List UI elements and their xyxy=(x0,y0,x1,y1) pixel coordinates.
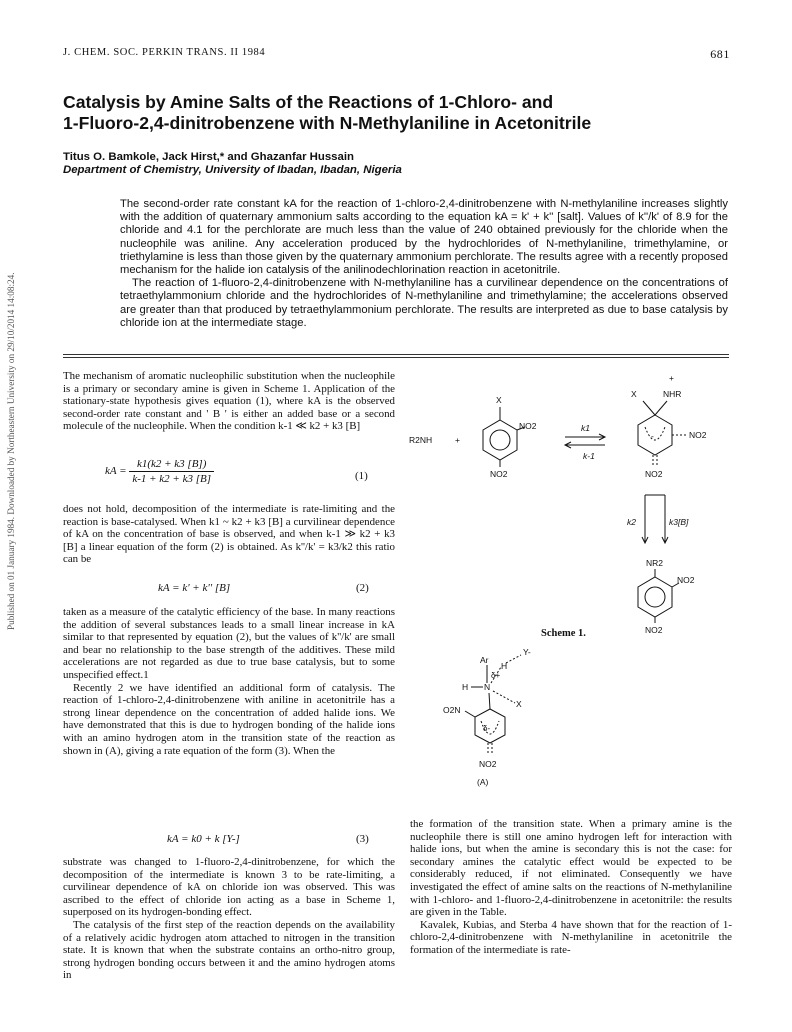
scheme-plus: + xyxy=(455,435,460,445)
structure-a-label: (A) xyxy=(477,777,489,787)
equation-1-numerator: k1(k2 + k3 [B]) xyxy=(129,458,214,472)
structure-a-o2n: O2N xyxy=(443,705,461,715)
structure-a-delta-minus: δ- xyxy=(483,724,491,733)
abstract-paragraph-1: The second-order rate constant kA for the reaction of 1-chloro-2,4-dinitrobenzene with N-methylaniline increases slightly with the addition of quaternary ammonium salts according to the equation kA = k' + k'' [salt]. Values of k''/k' of 8.9 for the chloride and 4.1 for the perchlorate are much less than the value of 240 obtained previously for the chloride when the nucleophile was aniline. Any acceleration produced by the hydrochlorides of N-methylaniline, trimethylamine, or triethylamine is less than those given by the quaternary ammonium perchlorate. The results agree with a recently proposed mechanism for the halide ion catalysis of the anilinodechlorination reaction in acetonitrile. xyxy=(120,198,728,277)
intermediate-ring xyxy=(638,415,672,455)
intermediate-plus-charge: + xyxy=(669,373,674,383)
intermediate-para-no2: NO2 xyxy=(645,469,663,479)
rate-k1: k1 xyxy=(581,423,590,433)
abstract-rule-bottom xyxy=(63,357,729,358)
product-para-no2: NO2 xyxy=(645,625,663,635)
equation-3-number: (3) xyxy=(356,833,369,845)
reactant-para-no2: NO2 xyxy=(490,469,508,479)
affiliation: Department of Chemistry, University of Ibadan, Ibadan, Nigeria xyxy=(63,164,402,176)
article-title xyxy=(63,92,743,134)
equation-1-fraction xyxy=(129,458,214,485)
body-paragraph: The catalysis of the first step of the reaction depends on the availability of a relatively acidic hydrogen atom attached to nitrogen in the transition state. It is known that when the substrate contains an ortho-nitro group, strong hydrogen bonding occurs between it and the amino hydrogen atoms in xyxy=(63,918,395,982)
product-ring xyxy=(638,577,672,617)
equation-2-number: (2) xyxy=(356,582,369,594)
title-line-2: 1-Fluoro-2,4-dinitrobenzene with N-Methylaniline in Acetonitrile xyxy=(63,113,592,133)
title-line-1: Catalysis by Amine Salts of the Reactions of 1-Chloro- and xyxy=(63,92,554,112)
body-paragraph: substrate was changed to 1-fluoro-2,4-dinitrobenzene, for which the decomposition of the intermediate is known 3 to be rate-limiting, a curvilinear dependence of kA on chloride ion was observed. This was ascribed to the effect of chloride ion acting as a base in Scheme 1, superposed on its hydrogen-bonding effect. xyxy=(63,856,395,919)
equation-1 xyxy=(105,458,395,485)
abstract-rule-top xyxy=(63,354,729,355)
left-column-block-4 xyxy=(63,856,395,982)
intermediate-nhr: NHR xyxy=(663,389,682,399)
right-column xyxy=(410,818,732,957)
scheme-1-caption: Scheme 1. xyxy=(541,628,586,639)
body-paragraph: Recently 2 we have identified an additional form of catalysis. The reaction of 1-chloro-2,4-dinitrobenzene with aniline in acetonitrile has a strong linear dependence on the concentration of added halide ions. We have demonstrated that this is due to hydrogen bonding of the halide ions with an amino hydrogen atom in the transition state of the reaction as shown in (A), giving a rate equation of the form (3). When the xyxy=(63,681,395,757)
structure-a-ar: Ar xyxy=(480,655,489,665)
product-nr2: NR2 xyxy=(646,558,664,568)
left-column-block-2 xyxy=(63,503,395,566)
intermediate-ortho-no2: NO2 xyxy=(689,430,707,440)
authors: Titus O. Bamkole, Jack Hirst,* and Ghazanfar Hussain xyxy=(63,151,354,163)
structure-a-delta-plus: δ+ xyxy=(491,671,501,680)
product-ortho-no2: NO2 xyxy=(677,575,695,585)
left-column-block-3 xyxy=(63,606,395,757)
scheme-1-figure xyxy=(405,365,735,815)
equation-1-lhs: kA = xyxy=(105,465,127,478)
reactant-x: X xyxy=(496,395,502,405)
body-paragraph: does not hold, decomposition of the intermediate is rate-limiting and the reaction is base-catalysed. When k1 ~ k2 + k3 [B] a curvilinear dependence of kA on the concentration of base is observed, and when k-1 ≫ k2 + k3 [B] a linear equation of the form (2) is obtained. As k''/k' = k3/k2 this ratio can be xyxy=(63,503,395,566)
reactant-ring xyxy=(483,420,517,460)
structure-a-h: H xyxy=(462,682,469,692)
left-column-block-1 xyxy=(63,370,395,433)
structure-a-x: X xyxy=(516,699,522,709)
reactant-aromatic-circle xyxy=(490,430,510,450)
download-sidebar xyxy=(3,160,19,630)
intermediate-minus-charge: - xyxy=(651,431,654,441)
structure-a-y-minus: Y- xyxy=(523,647,531,657)
body-paragraph: Kavalek, Kubias, and Sterba 4 have shown that for the reaction of 1-chloro-2,4-dinitrobenzene with N-methylaniline in acetonitrile the formation of the intermediate is rate- xyxy=(410,918,732,956)
structure-a-h-bond: H xyxy=(501,661,508,671)
intermediate-x: X xyxy=(631,389,637,399)
rate-k-1: k-1 xyxy=(583,451,595,461)
reactant-ortho-no2: NO2 xyxy=(519,421,537,431)
body-paragraph: taken as a measure of the catalytic efficiency of the base. In many reactions the addition of several substances leads to a small linear increase in kA similar to that represented by equation (2), but the values of k''/k' are small and bear no relationship to the base strength of the additives. These mild accelerations are not regarded as due to true base catalysis, but to some unspecified effect.1 xyxy=(63,606,395,681)
equation-2 xyxy=(158,582,398,594)
equation-3-text: kA = k0 + k [Y-] xyxy=(167,833,240,845)
equation-2-text: kA = k' + k'' [B] xyxy=(158,582,231,594)
equation-3 xyxy=(167,833,397,845)
rate-k2: k2 xyxy=(627,517,636,527)
download-notice: Published on 01 January 1984. Downloaded by Northeastern University on 29/10/2014 14:08:24. xyxy=(6,272,16,630)
body-paragraph: The mechanism of aromatic nucleophilic substitution when the nucleophile is a primary or secondary amine is given in Scheme 1. Application of the stationary-state hypothesis gives equation (1), where kA is the observed second-order rate constant and ' B ' is either an added base or a second molecule of the nucleophile. When the condition k-1 ≪ k2 + k3 [B] xyxy=(63,370,395,433)
equation-1-number: (1) xyxy=(355,470,368,482)
rate-k3b: k3[B] xyxy=(669,517,689,527)
running-header: J. CHEM. SOC. PERKIN TRANS. II 1984 xyxy=(63,47,266,58)
page-number: 681 xyxy=(710,47,730,61)
abstract xyxy=(120,198,728,330)
body-paragraph: the formation of the transition state. When a primary amine is the nucleophile there is still one amino hydrogen left for interaction with halide ions, but when the amine is secondary this is not the case: for secondary amines the catalytic effect would be expected to be considerably reduced, if not eliminated. Consequently we have investigated the effect of amine salts on the reactions of N-methylaniline with 1-chloro- and 1-fluoro-2,4-dinitrobenzene in acetonitrile: the results are given in the Table. xyxy=(410,818,732,919)
equation-1-denominator: k-1 + k2 + k3 [B] xyxy=(132,473,212,485)
structure-a-n: N xyxy=(484,682,491,692)
abstract-paragraph-2: The reaction of 1-fluoro-2,4-dinitrobenzene with N-methylaniline has a curvilinear dependence on the concentrations of tetraethylammonium chloride and the hydrochlorides of N-methylaniline and trimethylamine; the accelerations observed are greater than that produced by tetraethylammonium perchlorate. The results are interpreted as due to base catalysis by chloride ion at the intermediate stage. xyxy=(120,277,728,329)
structure-a-para-no2: NO2 xyxy=(479,759,497,769)
scheme-r2nh: R2NH xyxy=(409,435,433,445)
